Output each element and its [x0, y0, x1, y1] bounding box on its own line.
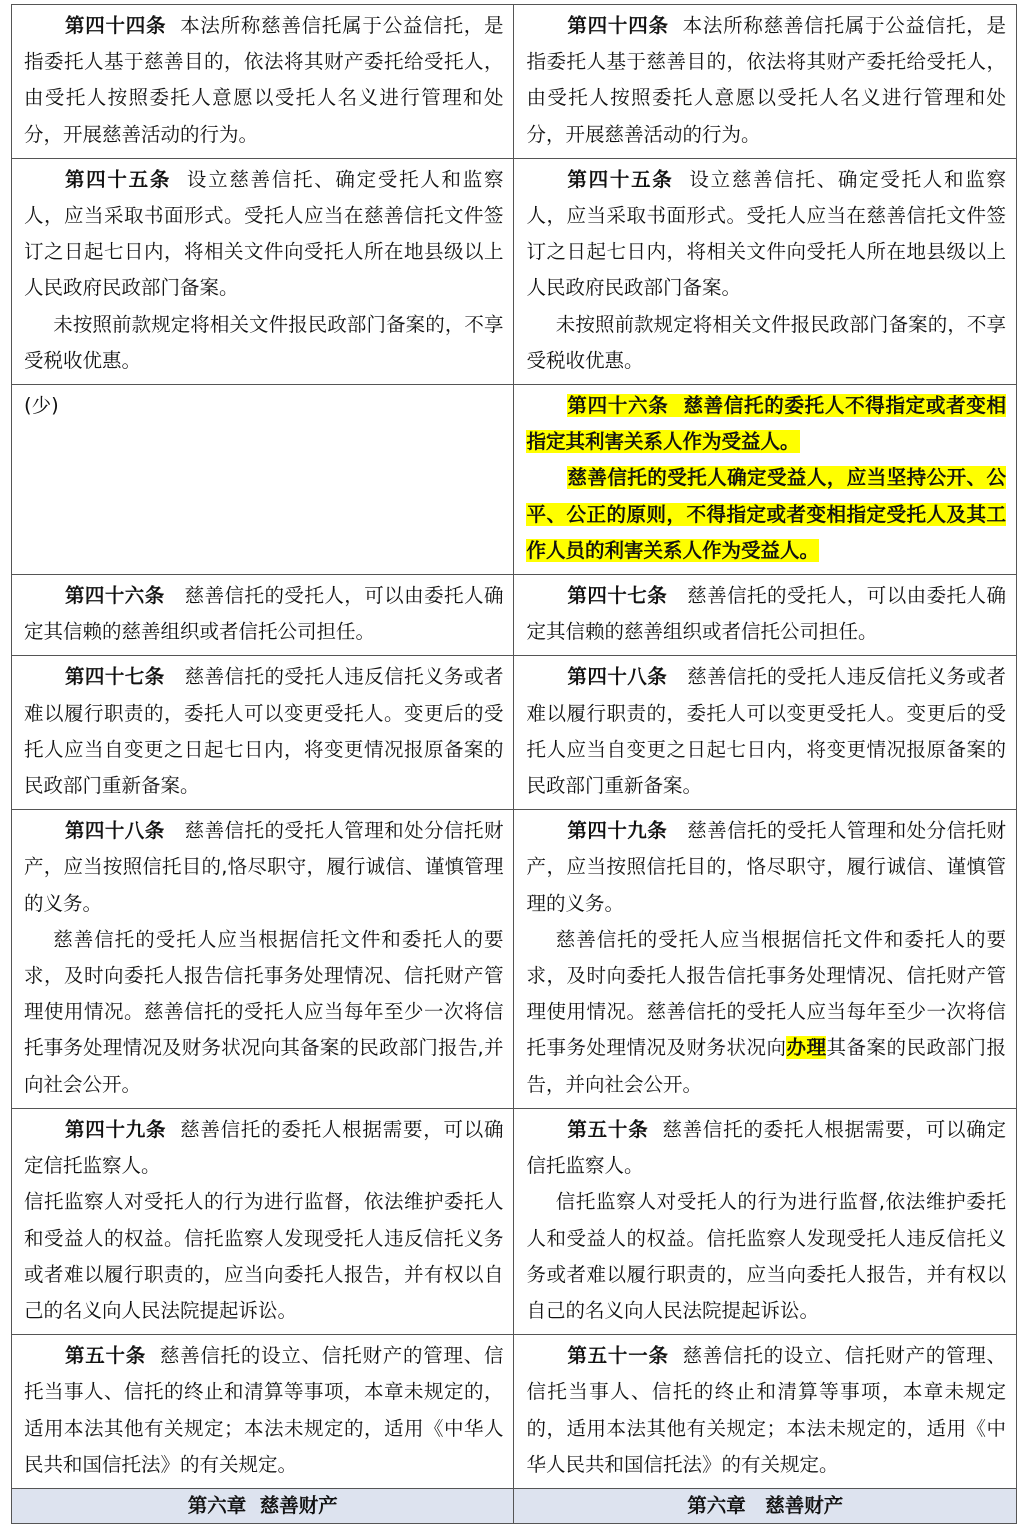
- article-text: 慈善信托的受托人，可以由委托人确定其信赖的慈善组织或者信托公司担任。: [526, 584, 1006, 644]
- article-paragraph: 信托监察人对受托人的行为进行监督，依法维护委托人和受益人的权益。信托监察人发现受托人违反信托义务或者难以履行职责的，应当向委托人报告，并有权以自己的名义向人民法院提起诉讼。: [24, 1190, 504, 1322]
- article-text: 慈善信托的设立、信托财产的管理、信托当事人、信托的终止和清算等事项，本章未规定的，适用本法其他有关规定；本法未规定的，适用《中华人民共和国信托法》的有关规定。: [24, 1344, 504, 1476]
- old-text-cell: [12, 385, 514, 575]
- article-paragraph: [526, 460, 1006, 569]
- article-text: 慈善信托的受托人应当根据信托文件和委托人的要求，及时向委托人报告信托事务处理情况、信托财产管理使用情况。慈善信托的受托人应当每年至少一次将信托事务处理情况及财务状况向: [526, 927, 1006, 1060]
- article-paragraph: 未按照前款规定将相关文件报民政部门备案的，不享受税收优惠。: [526, 312, 1006, 372]
- article-paragraph: [526, 162, 1006, 307]
- old-text-cell: [12, 5, 514, 159]
- new-text-cell: [514, 810, 1017, 1109]
- article-number: 第四十六条: [64, 584, 165, 608]
- chapter-name: 慈善财产: [259, 1493, 338, 1517]
- article-paragraph: [526, 388, 1006, 460]
- article-text: 其备案的民政部门报告，并向社会公开。: [526, 1036, 1006, 1096]
- inserted-word: 办理: [786, 1036, 827, 1060]
- highlighted-article-text: 慈善信托的受托人确定受益人，应当坚持公开、公平、公正的原则，不得指定或者变相指定受托人及其工作人员的利害关系人作为受益人。: [526, 466, 1006, 562]
- article-paragraph: [526, 813, 1006, 922]
- old-text-cell: [12, 1335, 514, 1489]
- article-paragraph: [526, 1338, 1006, 1483]
- article-row: [12, 385, 1017, 575]
- new-text-cell: [514, 575, 1017, 656]
- article-text: 慈善信托的受托人管理和处分信托财产，应当按照信托目的，恪尽职守，履行诚信、谨慎管理的义务。: [526, 819, 1006, 915]
- article-paragraph: [526, 1112, 1006, 1184]
- article-number: 第四十五条: [64, 167, 172, 191]
- old-text-cell: [12, 1108, 514, 1334]
- article-paragraph: [24, 1112, 503, 1184]
- article-paragraph: [24, 162, 503, 307]
- article-number: 第四十六条: [567, 394, 669, 418]
- omission-note: (少): [24, 394, 59, 418]
- chapter-heading-new: [514, 1488, 1017, 1523]
- new-text-cell: [514, 158, 1017, 384]
- article-paragraph: 信托监察人对受托人的行为进行监督,依法维护委托人和受益人的权益。信托监察人发现受托人违反信托义务或者难以履行职责的，应当向委托人报告，并有权以自己的名义向人民法院提起诉讼。: [526, 1190, 1006, 1322]
- article-row: [12, 1335, 1017, 1489]
- chapter-name: 慈善财产: [765, 1493, 844, 1517]
- article-text: 慈善信托的受托人违反信托义务或者难以履行职责的，委托人可以变更受托人。变更后的受托人应当自变更之日起七日内，将变更情况报原备案的民政部门重新备案。: [526, 665, 1006, 798]
- new-text-cell: [514, 1108, 1017, 1334]
- old-text-cell: [12, 158, 514, 384]
- article-text: 设立慈善信托、确定受托人和监察人，应当采取书面形式。受托人应当在慈善信托文件签订之日起七日内，将相关文件向受托人所在地县级以上人民政府民政部门备案。: [24, 167, 504, 300]
- article-number: 第四十五条: [567, 167, 674, 191]
- article-row: [12, 5, 1017, 159]
- article-text: 慈善信托的受托人管理和处分信托财产，应当按照信托目的,恪尽职守，履行诚信、谨慎管理的义务。: [24, 819, 504, 915]
- article-number: 第四十八条: [64, 819, 165, 843]
- article-text: 慈善信托的委托人不得指定或者变相指定其利害关系人作为受益人。: [526, 394, 1006, 454]
- article-text: 慈善信托的委托人根据需要，可以确定信托监察人。: [24, 1117, 504, 1178]
- article-text: 设立慈善信托、确定受托人和监察人，应当采取书面形式。受托人应当在慈善信托文件签订之日起七日内，将相关文件向受托人所在地县级以上人民政府民政部门备案。: [526, 167, 1006, 300]
- article-row: [12, 575, 1017, 656]
- highlighted-article-text: [526, 394, 1006, 453]
- article-paragraph: 未按照前款规定将相关文件报民政部门备案的，不享受税收优惠。: [24, 312, 504, 372]
- article-row: [12, 158, 1017, 384]
- article-text: 慈善信托的受托人违反信托义务或者难以履行职责的，委托人可以变更受托人。变更后的受托人应当自变更之日起七日内，将变更情况报原备案的民政部门重新备案。: [24, 665, 504, 798]
- new-text-cell: [514, 1335, 1017, 1489]
- article-number: 第四十四条: [64, 14, 167, 37]
- article-paragraph: [24, 578, 503, 650]
- article-paragraph: [526, 8, 1006, 153]
- article-paragraph: 慈善信托的受托人应当根据信托文件和委托人的要求，及时向委托人报告信托事务处理情况、信托财产管理使用情况。慈善信托的受托人应当每年至少一次将信托事务处理情况及财务状况向其备案的民政部门报告,并向社会公开。: [24, 927, 504, 1096]
- article-number: 第四十八条: [567, 665, 668, 689]
- article-number: 第五十条: [64, 1344, 146, 1368]
- chapter-row: [12, 1488, 1017, 1523]
- article-text: 慈善信托的受托人，可以由委托人确定其信赖的慈善组织或者信托公司担任。: [24, 584, 504, 644]
- article-text: 慈善信托的设立、信托财产的管理、信托当事人、信托的终止和清算等事项，本章未规定的，适用本法其他有关规定；本法未规定的，适用《中华人民共和国信托法》的有关规定。: [526, 1344, 1006, 1476]
- article-paragraph: [526, 578, 1006, 650]
- article-paragraph: [526, 659, 1006, 804]
- old-text-cell: [12, 575, 514, 656]
- article-paragraph: [24, 1338, 503, 1483]
- article-paragraph: [24, 659, 503, 804]
- article-number: 第四十九条: [64, 1117, 167, 1141]
- new-text-cell: [514, 385, 1017, 575]
- new-text-cell: [514, 656, 1017, 810]
- article-number: 第五十条: [567, 1117, 649, 1141]
- new-text-cell: [514, 5, 1017, 159]
- old-text-cell: [12, 656, 514, 810]
- chapter-heading-old: [12, 1488, 514, 1523]
- article-number: 第四十四条: [567, 14, 669, 37]
- chapter-number: 第六章: [687, 1493, 746, 1517]
- article-paragraph: [24, 813, 503, 922]
- article-row: [12, 810, 1017, 1109]
- old-text-cell: [12, 810, 514, 1109]
- article-row: [12, 1108, 1017, 1334]
- article-number: 第五十一条: [567, 1344, 669, 1368]
- chapter-number: 第六章: [187, 1493, 247, 1517]
- article-number: 第四十七条: [64, 665, 165, 689]
- article-number: 第四十九条: [567, 819, 668, 843]
- article-text: 慈善信托的委托人根据需要，可以确定信托监察人。: [526, 1117, 1006, 1178]
- article-number: 第四十七条: [567, 584, 668, 608]
- article-text: 本法所称慈善信托属于公益信托，是指委托人基于慈善目的，依法将其财产委托给受托人，由受托人按照委托人意愿以受托人名义进行管理和处分，开展慈善活动的行为。: [24, 14, 504, 146]
- article-row: [12, 656, 1017, 810]
- article-paragraph: [24, 8, 503, 153]
- article-paragraph: [526, 922, 1006, 1103]
- comparison-table: [11, 4, 1017, 1524]
- article-text: 本法所称慈善信托属于公益信托，是指委托人基于慈善目的，依法将其财产委托给受托人，由受托人按照委托人意愿以受托人名义进行管理和处分，开展慈善活动的行为。: [526, 14, 1006, 146]
